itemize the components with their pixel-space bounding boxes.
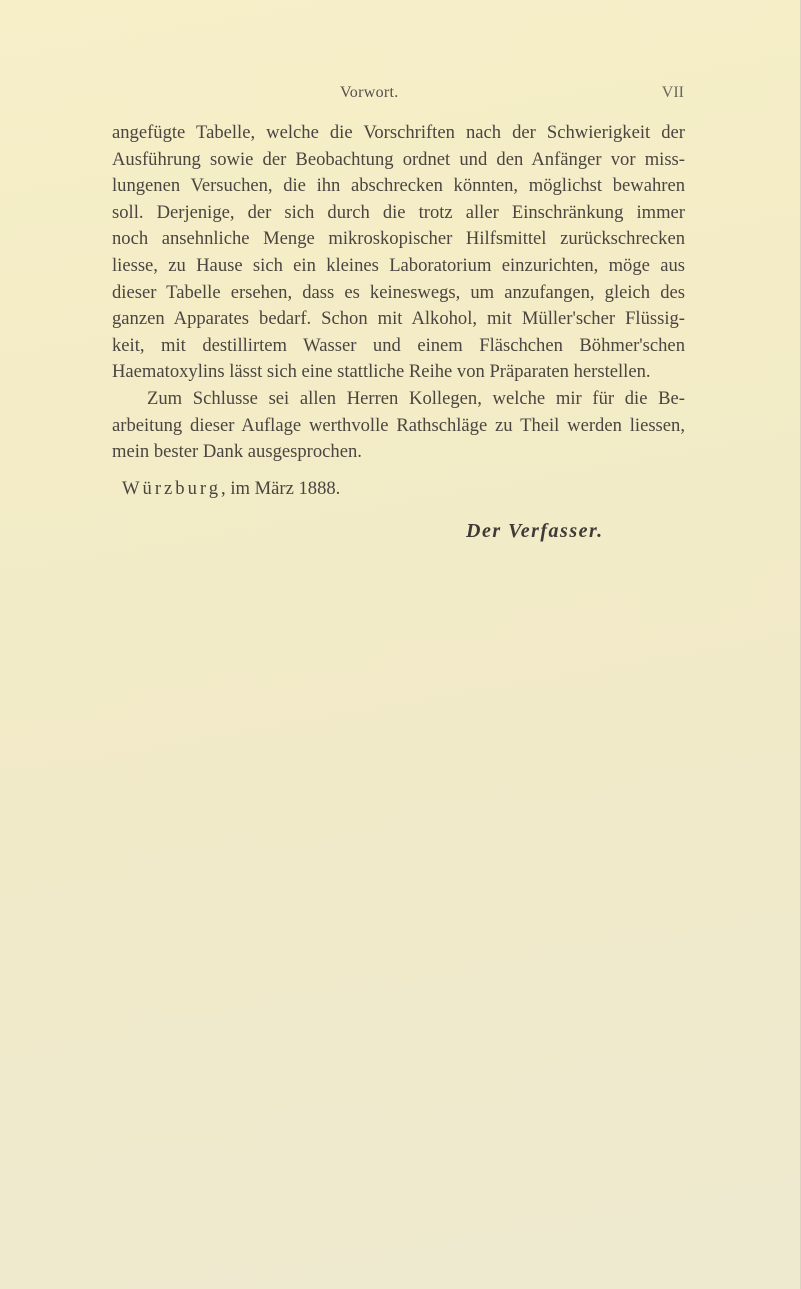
dateline-date: , im März 1888. [221,477,341,499]
text-line: keit, mit destillirtem Wasser und einem Fläschchen Böhmer'schen [112,334,685,356]
text-line: arbeitung dieser Auflage werthvolle Rathschläge zu Theil werden liessen, [112,414,685,436]
running-title: Vorwort. [340,84,399,101]
text-line: Haematoxylins lässt sich eine stattliche Reihe von Präparaten herstellen. [112,361,651,383]
text-line: angefügte Tabelle, welche die Vorschriften nach der Schwierigkeit der [112,122,685,143]
text-line: noch ansehnliche Menge mikroskopischer Hilfsmittel zurückschrecken [112,228,685,250]
text-line: liesse, zu Hause sich ein kleines Laboratorium einzurichten, möge aus [112,254,685,276]
text-line: dieser Tabelle ersehen, dass es keineswegs, um anzufangen, gleich des [112,281,685,303]
text-line: lungenen Versuchen, die ihn abschrecken könnten, möglichst bewahren [112,175,685,197]
text-line: ganzen Apparates bedarf. Schon mit Alkohol, mit Müller'scher Flüssig- [112,308,685,330]
dateline [112,476,685,503]
text-line: soll. Derjenige, der sich durch die trotz aller Einschränkung immer [112,201,685,223]
page-header [110,84,684,106]
body-text [112,120,685,502]
signature: Der Verfasser. [466,520,604,542]
page-number: VII [661,84,684,101]
text-line: Zum Schlusse sei allen Herren Kollegen, welche mir für die Be- [147,387,685,409]
text-line: mein bester Dank ausgesprochen. [112,441,362,463]
text-line: Ausführung sowie der Beobachtung ordnet und den Anfänger vor miss- [112,148,685,170]
dateline-place: Würzburg [122,477,222,499]
